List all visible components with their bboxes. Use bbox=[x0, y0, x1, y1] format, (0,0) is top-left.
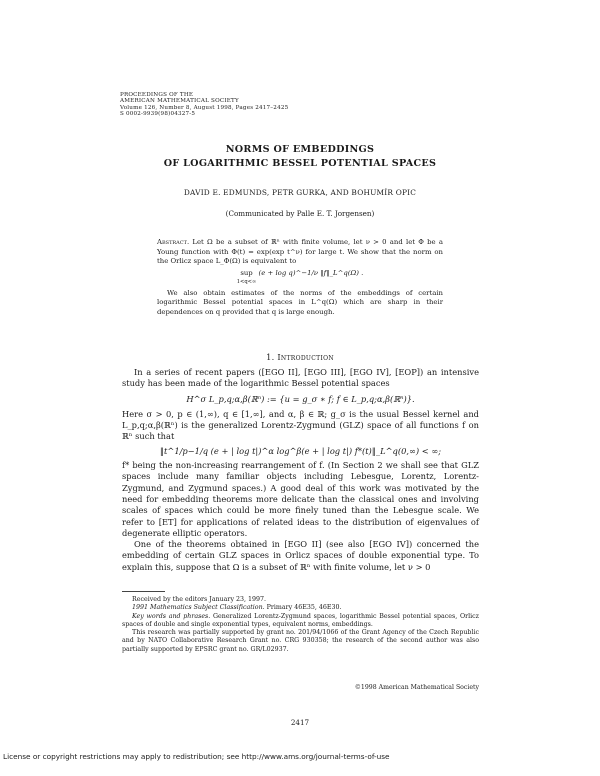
section-number: 1. bbox=[266, 352, 275, 362]
body-paragraph-4: One of the theorems obtained in [EGO II] (see also [EGO IV]) concerned the embedding of certain GLZ spaces in Orlicz spaces of double exponential type. To explain this, suppose that Ω is a subset of ℝⁿ with finite volume, let ν > 0 bbox=[122, 539, 479, 572]
paper-title-line-1: NORMS OF EMBEDDINGS bbox=[225, 144, 375, 155]
footnote-msc-label: 1991 Mathematics Subject Classification. bbox=[132, 604, 265, 612]
communicated-by: (Communicated by Palle E. T. Jorgensen) bbox=[225, 209, 375, 218]
display-equation-2: ‖t^1/p−1/q (e + | log t|)^α log^β(e + | log t|) f*(t)‖_L^q(0,∞) < ∞; bbox=[159, 445, 442, 456]
footnotes bbox=[122, 596, 479, 654]
formula-body: (e + log q)^−1/ν ‖f‖_L^q(Ω) . bbox=[258, 268, 364, 277]
footnote-msc bbox=[122, 604, 479, 612]
section-heading bbox=[0, 352, 600, 362]
footnote-msc-value: Primary 46E35, 46E30. bbox=[266, 604, 342, 612]
journal-header bbox=[120, 92, 288, 118]
section-title: Introduction bbox=[277, 352, 334, 362]
journal-line-1: PROCEEDINGS OF THE bbox=[120, 92, 194, 98]
abstract-label: Abstract. bbox=[157, 238, 190, 246]
footnote-keywords-label: Key words and phrases. bbox=[132, 612, 211, 620]
body-paragraph-2: Here σ > 0, p ∈ (1,∞), q ∈ [1,∞], and α, β ∈ ℝ; g_σ is the usual Bessel kernel and L_p,q;α,β(ℝⁿ) is the generalized Lorentz-Zygmund (GLZ) space of all functions f on ℝⁿ such that bbox=[122, 408, 479, 442]
journal-line-2: AMERICAN MATHEMATICAL SOCIETY bbox=[120, 98, 239, 105]
body-text bbox=[122, 367, 479, 573]
body-paragraph-1: In a series of recent papers ([EGO II], [EGO III], [EGO IV], [EOP]) an intensive study has been made of the logarithmic Bessel potential spaces bbox=[122, 367, 479, 389]
abstract-paragraph-1: Let Ω be a subset of ℝⁿ with finite volume, let ν > 0 and let Φ be a Young function with Φ(t) = exp(exp t^ν) for large t. We show that the norm on the Orlicz space L_Φ(Ω) is equivalent to bbox=[157, 238, 443, 266]
abstract-paragraph-2: We also obtain estimates of the norms of the embeddings of certain logarithmic Bessel potential spaces in L^q(Ω) which are sharp in their dependences on q provided that q is large enough. bbox=[157, 288, 443, 316]
display-equation-1: H^σ L_p,q;α,β(ℝⁿ) := {u = g_σ ∗ f; f ∈ L_p,q;α,β(ℝⁿ)}. bbox=[186, 393, 415, 404]
body-paragraph-3: f* being the non-increasing rearrangement of f. (In Section 2 we shall see that GLZ spaces include many familiar objects including Lebesgue, Lorentz, Lorentz-Zygmund, and Zygmund spaces.) A good deal of this work was motivated by the need for embedding theorems more delicate than the classical ones and involving scales of spaces which could be more finely tuned than the Lebesgue scale. We refer to [ET] for applications of related ideas to the distribution of eigenvalues of degenerate elliptic operators. bbox=[122, 460, 479, 538]
formula-subscript: 1<q<∞ bbox=[236, 278, 257, 285]
footnote-rule bbox=[122, 591, 165, 592]
footnote-received: Received by the editors January 23, 1997. bbox=[132, 596, 267, 603]
formula-sup: sup bbox=[240, 268, 253, 277]
footnote-keywords bbox=[122, 613, 479, 630]
abstract-formula bbox=[157, 269, 443, 286]
footnote-keywords-value: Generalized Lorentz-Zygmund spaces, logarithmic Bessel potential spaces, Orlicz spaces of double and single exponential types, equivalent norms, embeddings. bbox=[122, 612, 479, 628]
page-number: 2417 bbox=[290, 718, 310, 727]
paper-authors: DAVID E. EDMUNDS, PETR GURKA, AND BOHUMÍR OPIC bbox=[183, 188, 417, 197]
journal-doi: S 0002-9939(98)04327-5 bbox=[120, 111, 196, 118]
paper-title-line-2: OF LOGARITHMIC BESSEL POTENTIAL SPACES bbox=[163, 158, 437, 169]
copyright-notice: ©1998 American Mathematical Society bbox=[354, 684, 479, 691]
abstract bbox=[157, 238, 443, 318]
journal-volume: Volume 126, Number 8, August 1998, Pages 2417–2425 bbox=[120, 104, 289, 111]
footnote-support: This research was partially supported by grant no. 201/94/1066 of the Grant Agency of the Czech Republic and by NATO Collaborative Research Grant no. CRG 930358; the research of the second author was also partially supported by EPSRC grant no. GR/L02937. bbox=[122, 629, 479, 653]
license-notice[interactable]: License or copyright restrictions may apply to redistribution; see http://www.ams.org/journal-terms-of-use bbox=[3, 752, 390, 761]
